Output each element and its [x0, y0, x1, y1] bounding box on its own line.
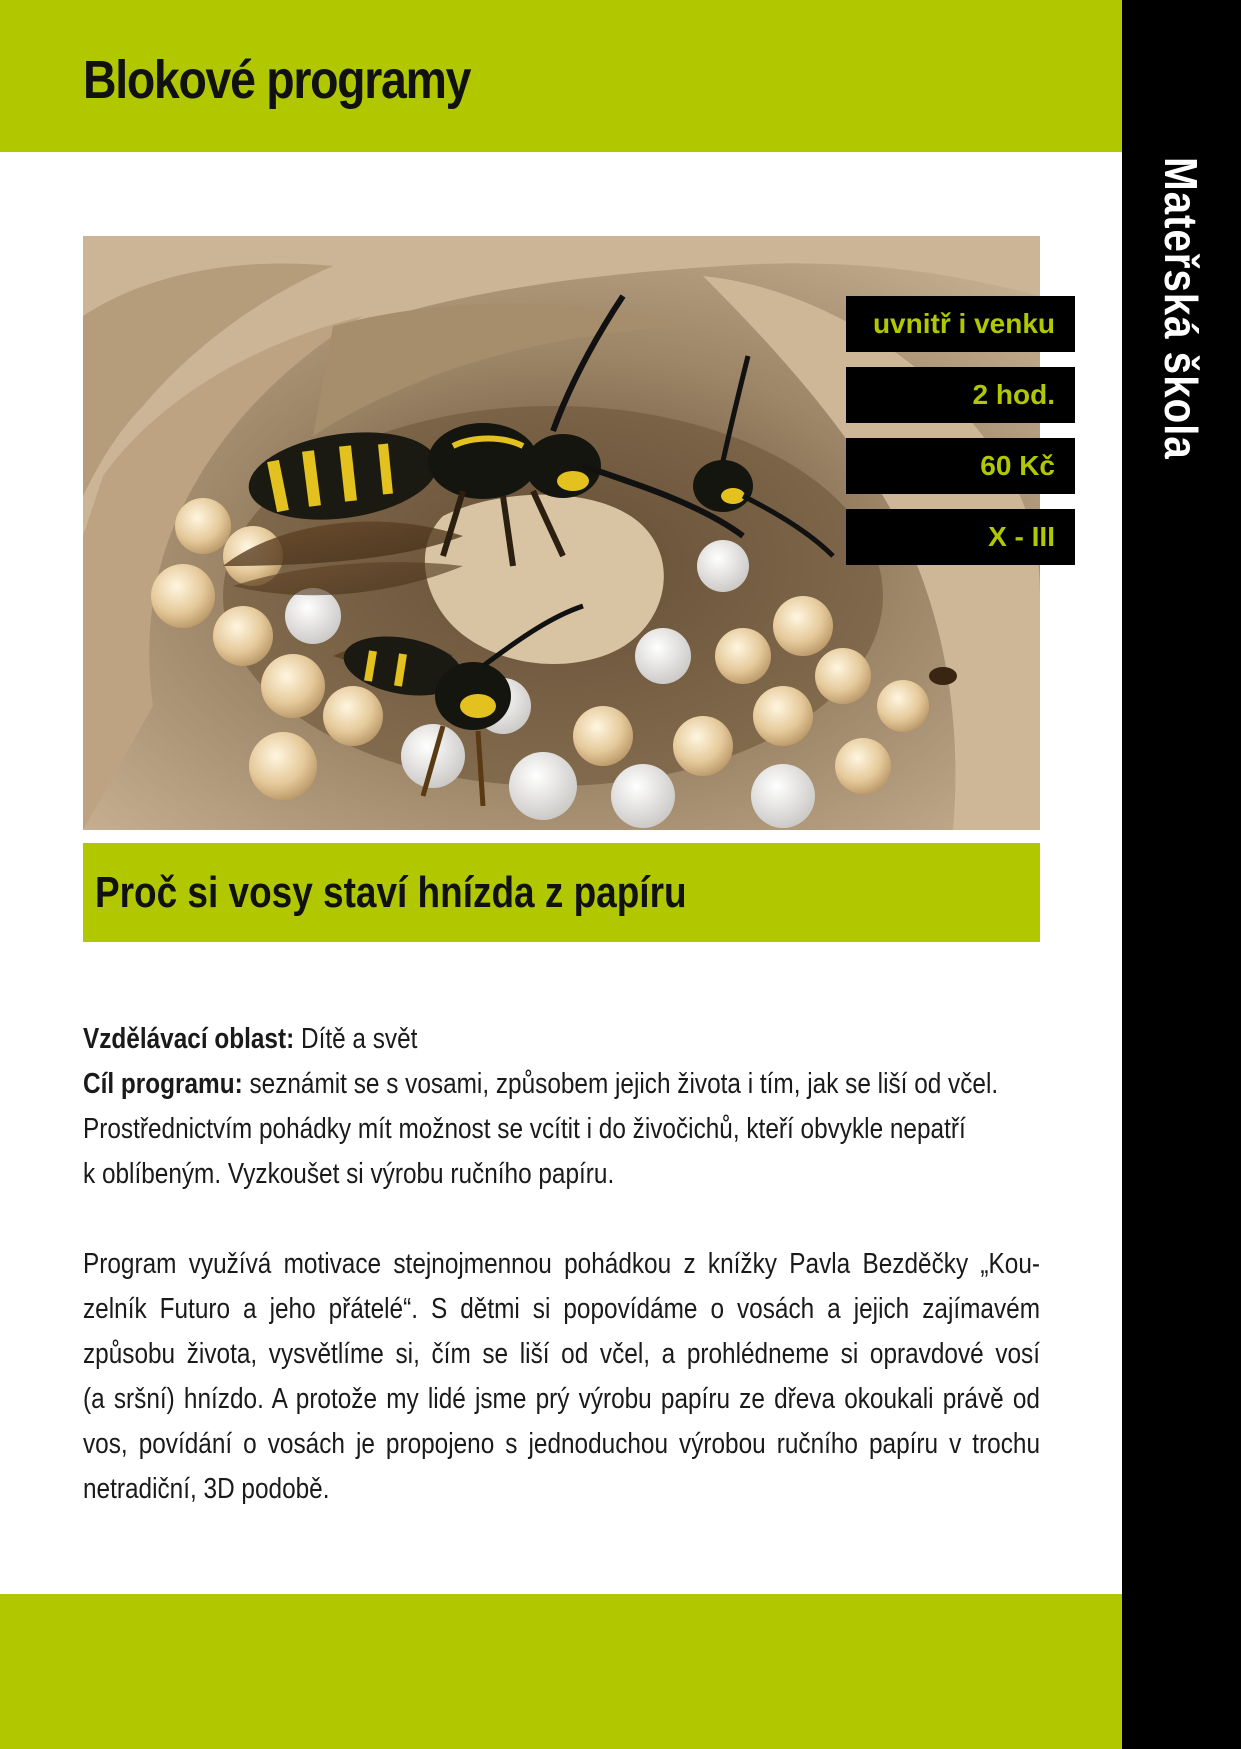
paragraph-spacer [83, 1197, 1040, 1242]
tag-duration: 2 hod. [846, 367, 1075, 423]
area-line [83, 1017, 887, 1062]
page-title: Blokové programy [83, 50, 471, 110]
goal-line-1 [83, 1062, 999, 1107]
program-title-band [83, 843, 1040, 942]
desc-line-2: zelník Futuro a jeho přátelé“. S dětmi si popovídáme o vosách a jejich zajímavém [83, 1293, 1040, 1325]
goal-text-1: seznámit se s vosami, způsobem jejich života i tím, jak se liší od včel. [249, 1068, 999, 1100]
goal-label: Cíl programu: [83, 1068, 243, 1100]
desc-line-4: (a sršní) hnízdo. A protože my lidé jsme prý výrobu papíru ze dřeva okoukali právě od [83, 1383, 1040, 1415]
program-description [83, 1017, 1040, 1512]
goal-line-2: Prostřednictvím pohádky mít možnost se vcítit i do živočichů, kteří obvykle nepatří [83, 1113, 966, 1145]
goal-line-3: k oblíbeným. Vyzkoušet si výrobu ručního papíru. [83, 1158, 615, 1190]
side-label: Mateřská škola [1155, 157, 1207, 460]
tag-location: uvnitř i venku [846, 296, 1075, 352]
area-value: Dítě a svět [300, 1023, 418, 1055]
area-label: Vzdělávací oblast: [83, 1023, 295, 1055]
program-title: Proč si vosy staví hnízda z papíru [95, 868, 687, 917]
desc-line-3: způsobu života, vysvětlíme si, čím se liší od včel, a prohlédneme si opravdové vosí [83, 1338, 1040, 1370]
desc-line-1: Program využívá motivace stejnojmennou pohádkou z knížky Pavla Bezděčky „Kou- [83, 1248, 1040, 1280]
desc-line-5: vos, povídání o vosách je propojeno s jednoduchou výrobou ručního papíru v trochu [83, 1428, 1040, 1460]
header-band [0, 0, 1122, 152]
desc-line-6: netradiční, 3D podobě. [83, 1473, 330, 1505]
tag-price: 60 Kč [846, 438, 1075, 494]
tag-season: X - III [846, 509, 1075, 565]
footer-band [0, 1594, 1122, 1749]
